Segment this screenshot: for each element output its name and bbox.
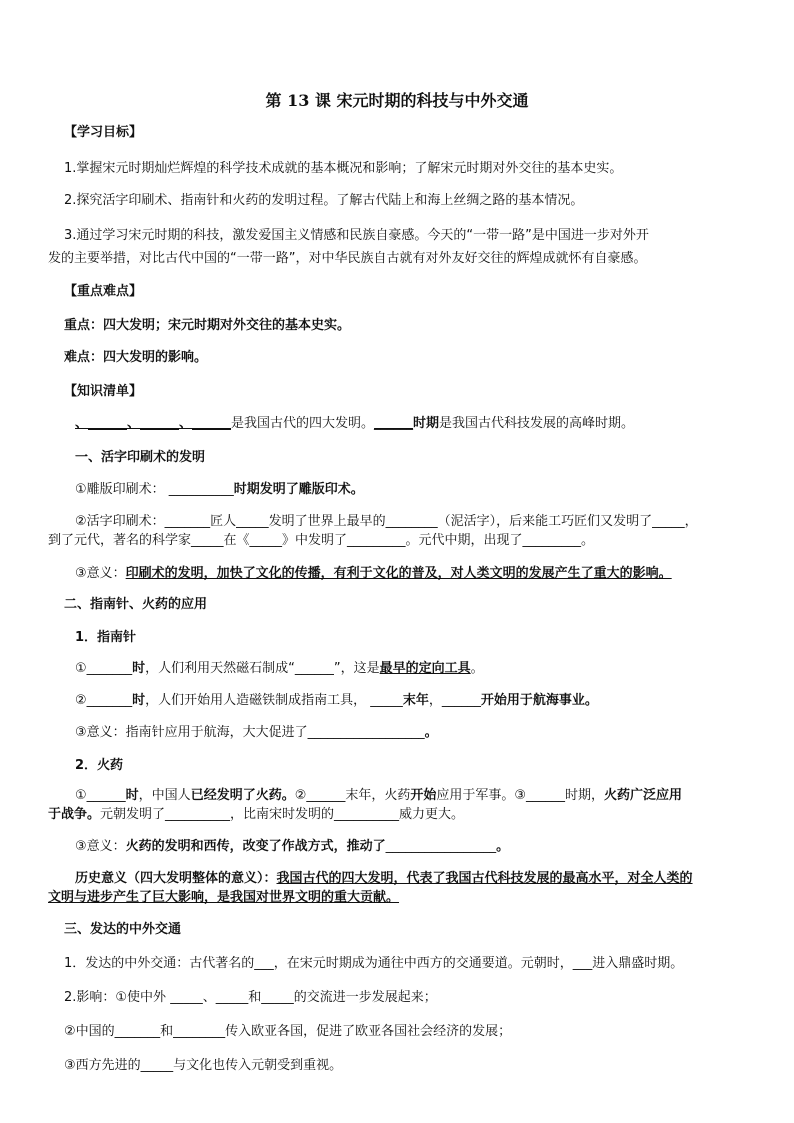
woodblock-printing: ①雕版印刷术： __________时期发明了雕版印术。: [75, 482, 364, 497]
blank: 、______、______、______: [75, 416, 232, 431]
gunpowder-line1: ①______时，中国人已经发明了火药。②______末年，火药开始应用于军事。③______时期，火药广泛应用: [75, 788, 683, 803]
heading-compass-gunpowder: 二、指南针、火药的应用: [64, 597, 208, 612]
gunpowder-significance: ③意义：火药的发明和西传，改变了作战方式，推动了_________________。: [75, 839, 510, 854]
section-learning-goals: 【学习目标】: [64, 125, 143, 140]
gunpowder-line2: 于战争。元朝发明了__________，比南宋时发明的__________威力更大。: [48, 807, 465, 822]
difficult-point: 难点：四大发明的影响。: [64, 350, 208, 365]
compass-item-2: ②_______时，人们开始用人造磁铁制成指南工具， _____末年，______开始用于航海事业。: [75, 693, 598, 708]
goal-3-line1: 3.通过学习宋元时期的科技，激发爱国主义情感和民族自豪感。今天的“一带一路”是中国进一步对外开: [64, 228, 649, 243]
traffic-item-2: 2.影响：①使中外 _____、_____和_____的交流进一步发展起来；: [64, 990, 437, 1005]
key-point: 重点：四大发明；宋元时期对外交往的基本史实。: [64, 318, 351, 333]
goal-3-line2: 发的主要举措，对比古代中国的“一带一路”，对中华民族自古就有对外友好交往的辉煌成就怀有自豪感。: [48, 251, 647, 266]
traffic-item-1: 1．发达的中外交通：古代著名的___，在宋元时期成为通往中西方的交通要道。元朝时，___进入鼎盛时期。: [64, 956, 684, 971]
movable-type-line1: ②活字印刷术：_______匠人_____发明了世界上最早的________（泥活字），后来能工巧匠们又发明了_____，: [75, 514, 698, 529]
compass-item-1: ①_______时，人们利用天然磁石制成“______”，这是最早的定向工具。: [75, 661, 484, 676]
four-inventions-line: 、______、______、______是我国古代的四大发明。______时期是我国古代科技发展的高峰时期。: [75, 416, 635, 431]
blank: __________________: [307, 725, 425, 740]
printing-significance: ③意义：印刷术的发明，加快了文化的传播，有利于文化的普及，对人类文明的发展产生了重大的影响。: [75, 566, 672, 581]
blank: __________: [168, 482, 234, 497]
section-knowledge-list: 【知识清单】: [64, 384, 143, 399]
page-title: 第 13 课 宋元时期的科技与中外交通: [265, 91, 529, 110]
subheading-gunpowder: 2．火药: [75, 758, 124, 773]
section-key-points: 【重点难点】: [64, 284, 143, 299]
historical-significance-line2: 文明与进步产生了巨大影响，是我国对世界文明的重大贡献。: [48, 890, 400, 905]
goal-2: 2.探究活字印刷术、指南针和火药的发明过程。了解古代陆上和海上丝绸之路的基本情况。: [64, 193, 584, 208]
traffic-item-4: ③西方先进的_____与文化也传入元朝受到重视。: [64, 1058, 343, 1073]
goal-1: 1.掌握宋元时期灿烂辉煌的科学技术成就的基本概况和影响；了解宋元时期对外交往的基本史实。: [64, 161, 623, 176]
subheading-compass: 1．指南针: [75, 630, 137, 645]
historical-significance-line1: 历史意义（四大发明整体的意义）：我国古代的四大发明，代表了我国古代科技发展的最高水平，对全人类的: [75, 871, 693, 886]
traffic-item-3: ②中国的_______和________传入欧亚各国，促进了欧亚各国社会经济的发展；: [64, 1024, 512, 1039]
heading-printing: 一、活字印刷术的发明: [75, 450, 206, 465]
blank: _________________: [385, 839, 497, 854]
blank: ______: [374, 416, 414, 431]
heading-foreign-traffic: 三、发达的中外交通: [64, 922, 182, 937]
movable-type-line2: 到了元代，著名的科学家_____在《_____》中发明了_________。元代中期，出现了_________。: [48, 533, 595, 548]
compass-significance: ③意义：指南针应用于航海，大大促进了__________________。: [75, 725, 438, 740]
